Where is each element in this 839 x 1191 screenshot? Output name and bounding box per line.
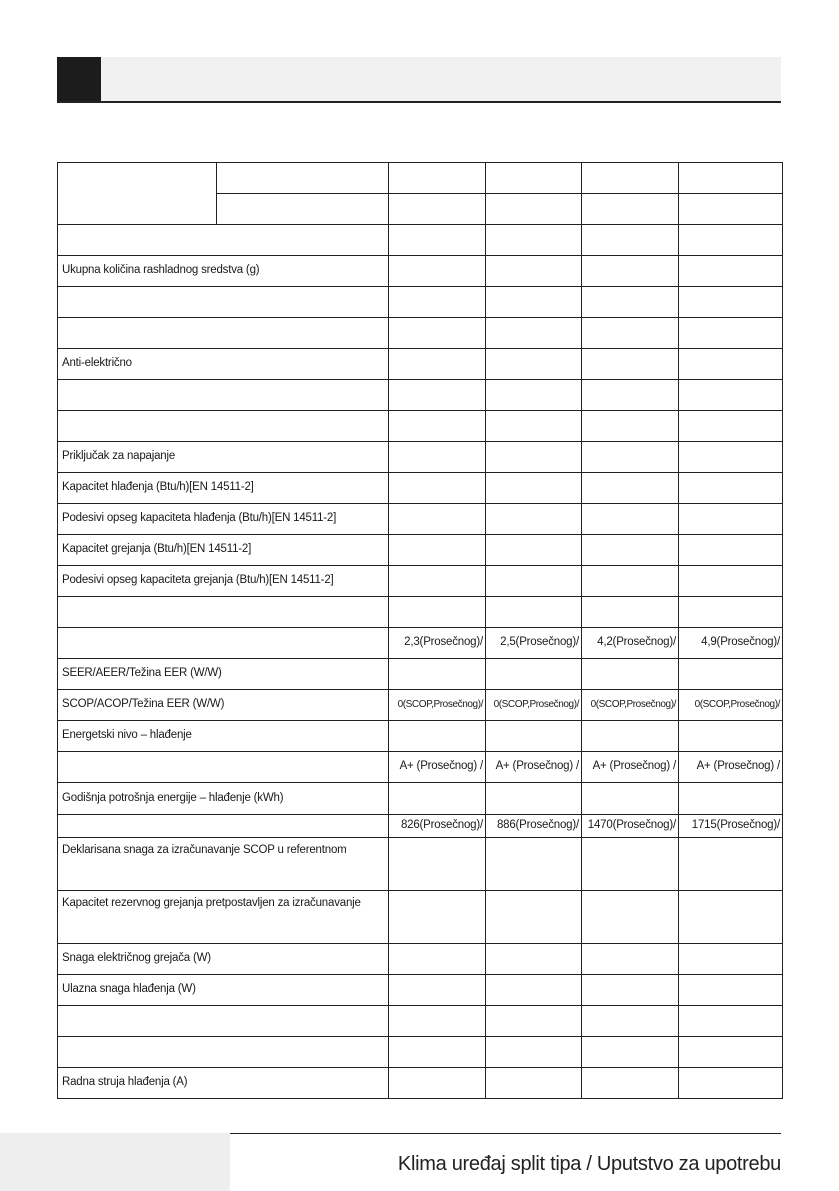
- row-label: Podesivi opseg kapaciteta hlađenja (Btu/h)[EN 14511-2]: [58, 504, 389, 535]
- row-label: Ulazna snaga hlađenja (W): [58, 975, 389, 1006]
- table-cell: [486, 380, 582, 411]
- table-cell: [679, 1068, 783, 1099]
- table-row: [58, 659, 783, 690]
- row-label: Radna struja hlađenja (A): [58, 1068, 389, 1099]
- table-cell: [389, 535, 486, 566]
- table-cell: [389, 442, 486, 473]
- table-cell: [486, 473, 582, 504]
- table-cell: [679, 287, 783, 318]
- table-row: [58, 504, 783, 535]
- table-row: [58, 442, 783, 473]
- row-label: [58, 380, 389, 411]
- row-label: Priključak za napajanje: [58, 442, 389, 473]
- table-cell: [486, 838, 582, 891]
- row-label: [58, 1006, 389, 1037]
- table-row: [58, 566, 783, 597]
- table-cell: [486, 944, 582, 975]
- footer-page-box: [0, 1133, 230, 1191]
- table-cell: [679, 442, 783, 473]
- row-label: [58, 411, 389, 442]
- table-cell: [389, 163, 486, 194]
- table-cell: [389, 1037, 486, 1068]
- row-label: Ukupna količina rashladnog sredstva (g): [58, 256, 389, 287]
- table-cell: [679, 975, 783, 1006]
- row-label: Podesivi opseg kapaciteta grejanja (Btu/h)[EN 14511-2]: [58, 566, 389, 597]
- table-row: [58, 944, 783, 975]
- table-cell: [582, 442, 679, 473]
- table-cell: [486, 597, 582, 628]
- table-cell: [679, 504, 783, 535]
- table-cell: [389, 891, 486, 944]
- table-row: [58, 380, 783, 411]
- table-cell: [486, 163, 582, 194]
- table-cell: [582, 535, 679, 566]
- table-cell: [389, 1068, 486, 1099]
- table-cell: [582, 838, 679, 891]
- row-label: Anti-električno: [58, 349, 389, 380]
- table-cell: [389, 411, 486, 442]
- table-cell: [217, 163, 389, 194]
- row-label: Deklarisana snaga za izračunavanje SCOP u referentnom: [58, 838, 389, 891]
- table-cell: [582, 473, 679, 504]
- table-cell: [486, 194, 582, 225]
- value-cell: 1470(Prosečnog)/: [582, 815, 679, 838]
- table-row: [58, 1037, 783, 1068]
- table-cell: [389, 349, 486, 380]
- section-header-bar: [57, 57, 781, 103]
- row-label: [58, 815, 389, 838]
- table-cell: [389, 783, 486, 815]
- value-cell: 0(SCOP,Prosečnog)/: [679, 690, 783, 721]
- row-label: Kapacitet grejanja (Btu/h)[EN 14511-2]: [58, 535, 389, 566]
- table-cell: [582, 504, 679, 535]
- table-cell: [389, 318, 486, 349]
- table-row: [58, 349, 783, 380]
- table-cell: [389, 975, 486, 1006]
- table-row: [58, 628, 783, 659]
- value-cell: A+ (Prosečnog) /: [679, 752, 783, 783]
- table-cell: [389, 256, 486, 287]
- table-cell: [679, 1037, 783, 1068]
- table-cell: [679, 659, 783, 690]
- table-cell: [679, 318, 783, 349]
- model-header-cell: [58, 163, 217, 225]
- row-label: SCOP/ACOP/Težina EER (W/W): [58, 690, 389, 721]
- value-cell: A+ (Prosečnog) /: [486, 752, 582, 783]
- value-cell: 2,5(Prosečnog)/: [486, 628, 582, 659]
- table-row: [58, 473, 783, 504]
- table-cell: [486, 1006, 582, 1037]
- value-cell: A+ (Prosečnog) /: [389, 752, 486, 783]
- table-cell: [582, 287, 679, 318]
- table-cell: [389, 225, 486, 256]
- value-cell: A+ (Prosečnog) /: [582, 752, 679, 783]
- table-cell: [486, 783, 582, 815]
- table-row: [58, 838, 783, 891]
- table-cell: [389, 944, 486, 975]
- table-cell: [679, 256, 783, 287]
- table-row: [58, 318, 783, 349]
- table-cell: [679, 194, 783, 225]
- table-cell: [389, 1006, 486, 1037]
- table-cell: [679, 1006, 783, 1037]
- row-label: Kapacitet rezervnog grejanja pretpostavljen za izračunavanje: [58, 891, 389, 944]
- table-row: [58, 721, 783, 752]
- row-label: [58, 628, 389, 659]
- value-cell: 0(SCOP,Prosečnog)/: [582, 690, 679, 721]
- table-row: [58, 287, 783, 318]
- value-cell: 0(SCOP,Prosečnog)/: [389, 690, 486, 721]
- table-row: [58, 891, 783, 944]
- row-label: Kapacitet hlađenja (Btu/h)[EN 14511-2]: [58, 473, 389, 504]
- table-cell: [486, 891, 582, 944]
- table-cell: [486, 659, 582, 690]
- table-cell: [582, 1006, 679, 1037]
- table-row: [58, 1068, 783, 1099]
- table-cell: [582, 225, 679, 256]
- row-label: Snaga električnog grejača (W): [58, 944, 389, 975]
- table-cell: [389, 597, 486, 628]
- table-cell: [582, 659, 679, 690]
- table-row: [58, 411, 783, 442]
- table-row: [58, 163, 783, 194]
- table-cell: [582, 256, 679, 287]
- table-cell: [486, 721, 582, 752]
- table-cell: [582, 349, 679, 380]
- value-cell: 4,9(Prosečnog)/: [679, 628, 783, 659]
- value-cell: 4,2(Prosečnog)/: [582, 628, 679, 659]
- table-cell: [679, 535, 783, 566]
- table-cell: [582, 597, 679, 628]
- table-cell: [582, 318, 679, 349]
- row-label: Godišnja potrošnja energije – hlađenje (kWh): [58, 783, 389, 815]
- table-cell: [679, 411, 783, 442]
- table-cell: [582, 975, 679, 1006]
- table-cell: [582, 380, 679, 411]
- table-cell: [389, 721, 486, 752]
- table-cell: [389, 659, 486, 690]
- row-label: [58, 287, 389, 318]
- table-cell: [389, 194, 486, 225]
- table-cell: [486, 287, 582, 318]
- row-label: SEER/AEER/Težina EER (W/W): [58, 659, 389, 690]
- row-label: [58, 1037, 389, 1068]
- table-cell: [486, 1068, 582, 1099]
- table-cell: [679, 473, 783, 504]
- table-cell: [679, 380, 783, 411]
- table-cell: [389, 838, 486, 891]
- table-row: [58, 815, 783, 838]
- table-cell: [486, 349, 582, 380]
- row-label: Energetski nivo – hlađenje: [58, 721, 389, 752]
- value-cell: 0(SCOP,Prosečnog)/: [486, 690, 582, 721]
- value-cell: 2,3(Prosečnog)/: [389, 628, 486, 659]
- table-cell: [486, 225, 582, 256]
- table-row: [58, 975, 783, 1006]
- table-cell: [582, 1037, 679, 1068]
- table-cell: [582, 1068, 679, 1099]
- value-cell: 826(Prosečnog)/: [389, 815, 486, 838]
- table-cell: [582, 566, 679, 597]
- table-cell: [582, 944, 679, 975]
- table-cell: [679, 225, 783, 256]
- table-cell: [389, 504, 486, 535]
- table-row: [58, 690, 783, 721]
- table-row: [58, 597, 783, 628]
- value-cell: 886(Prosečnog)/: [486, 815, 582, 838]
- footer-document-title: Klima uređaj split tipa / Uputstvo za upotrebu: [397, 1153, 781, 1175]
- table-cell: [389, 380, 486, 411]
- table-cell: [582, 721, 679, 752]
- table-cell: [486, 442, 582, 473]
- table-cell: [389, 566, 486, 597]
- table-cell: [582, 163, 679, 194]
- table-row: [58, 535, 783, 566]
- table-cell: [679, 721, 783, 752]
- row-label: [58, 752, 389, 783]
- row-label: [58, 597, 389, 628]
- table-cell: [486, 318, 582, 349]
- table-cell: [389, 287, 486, 318]
- table-cell: [679, 163, 783, 194]
- table-cell: [486, 535, 582, 566]
- row-label: [58, 318, 389, 349]
- row-label: [58, 225, 389, 256]
- table-cell: [582, 783, 679, 815]
- table-row: [58, 783, 783, 815]
- table-row: [58, 1006, 783, 1037]
- table-cell: [679, 838, 783, 891]
- table-cell: [389, 473, 486, 504]
- table-cell: [679, 349, 783, 380]
- table-cell: [217, 194, 389, 225]
- table-cell: [486, 504, 582, 535]
- table-cell: [582, 411, 679, 442]
- table-cell: [486, 256, 582, 287]
- table-cell: [679, 891, 783, 944]
- table-cell: [679, 566, 783, 597]
- specifications-table: [57, 162, 783, 1099]
- table-row: [58, 256, 783, 287]
- table-cell: [486, 1037, 582, 1068]
- table-row: [58, 225, 783, 256]
- table-cell: [679, 783, 783, 815]
- section-number-box: [57, 57, 101, 101]
- table-cell: [486, 411, 582, 442]
- value-cell: 1715(Prosečnog)/: [679, 815, 783, 838]
- table-cell: [486, 566, 582, 597]
- table-cell: [679, 944, 783, 975]
- table-cell: [486, 975, 582, 1006]
- table-cell: [582, 194, 679, 225]
- table-cell: [582, 891, 679, 944]
- table-cell: [679, 597, 783, 628]
- table-row: [58, 752, 783, 783]
